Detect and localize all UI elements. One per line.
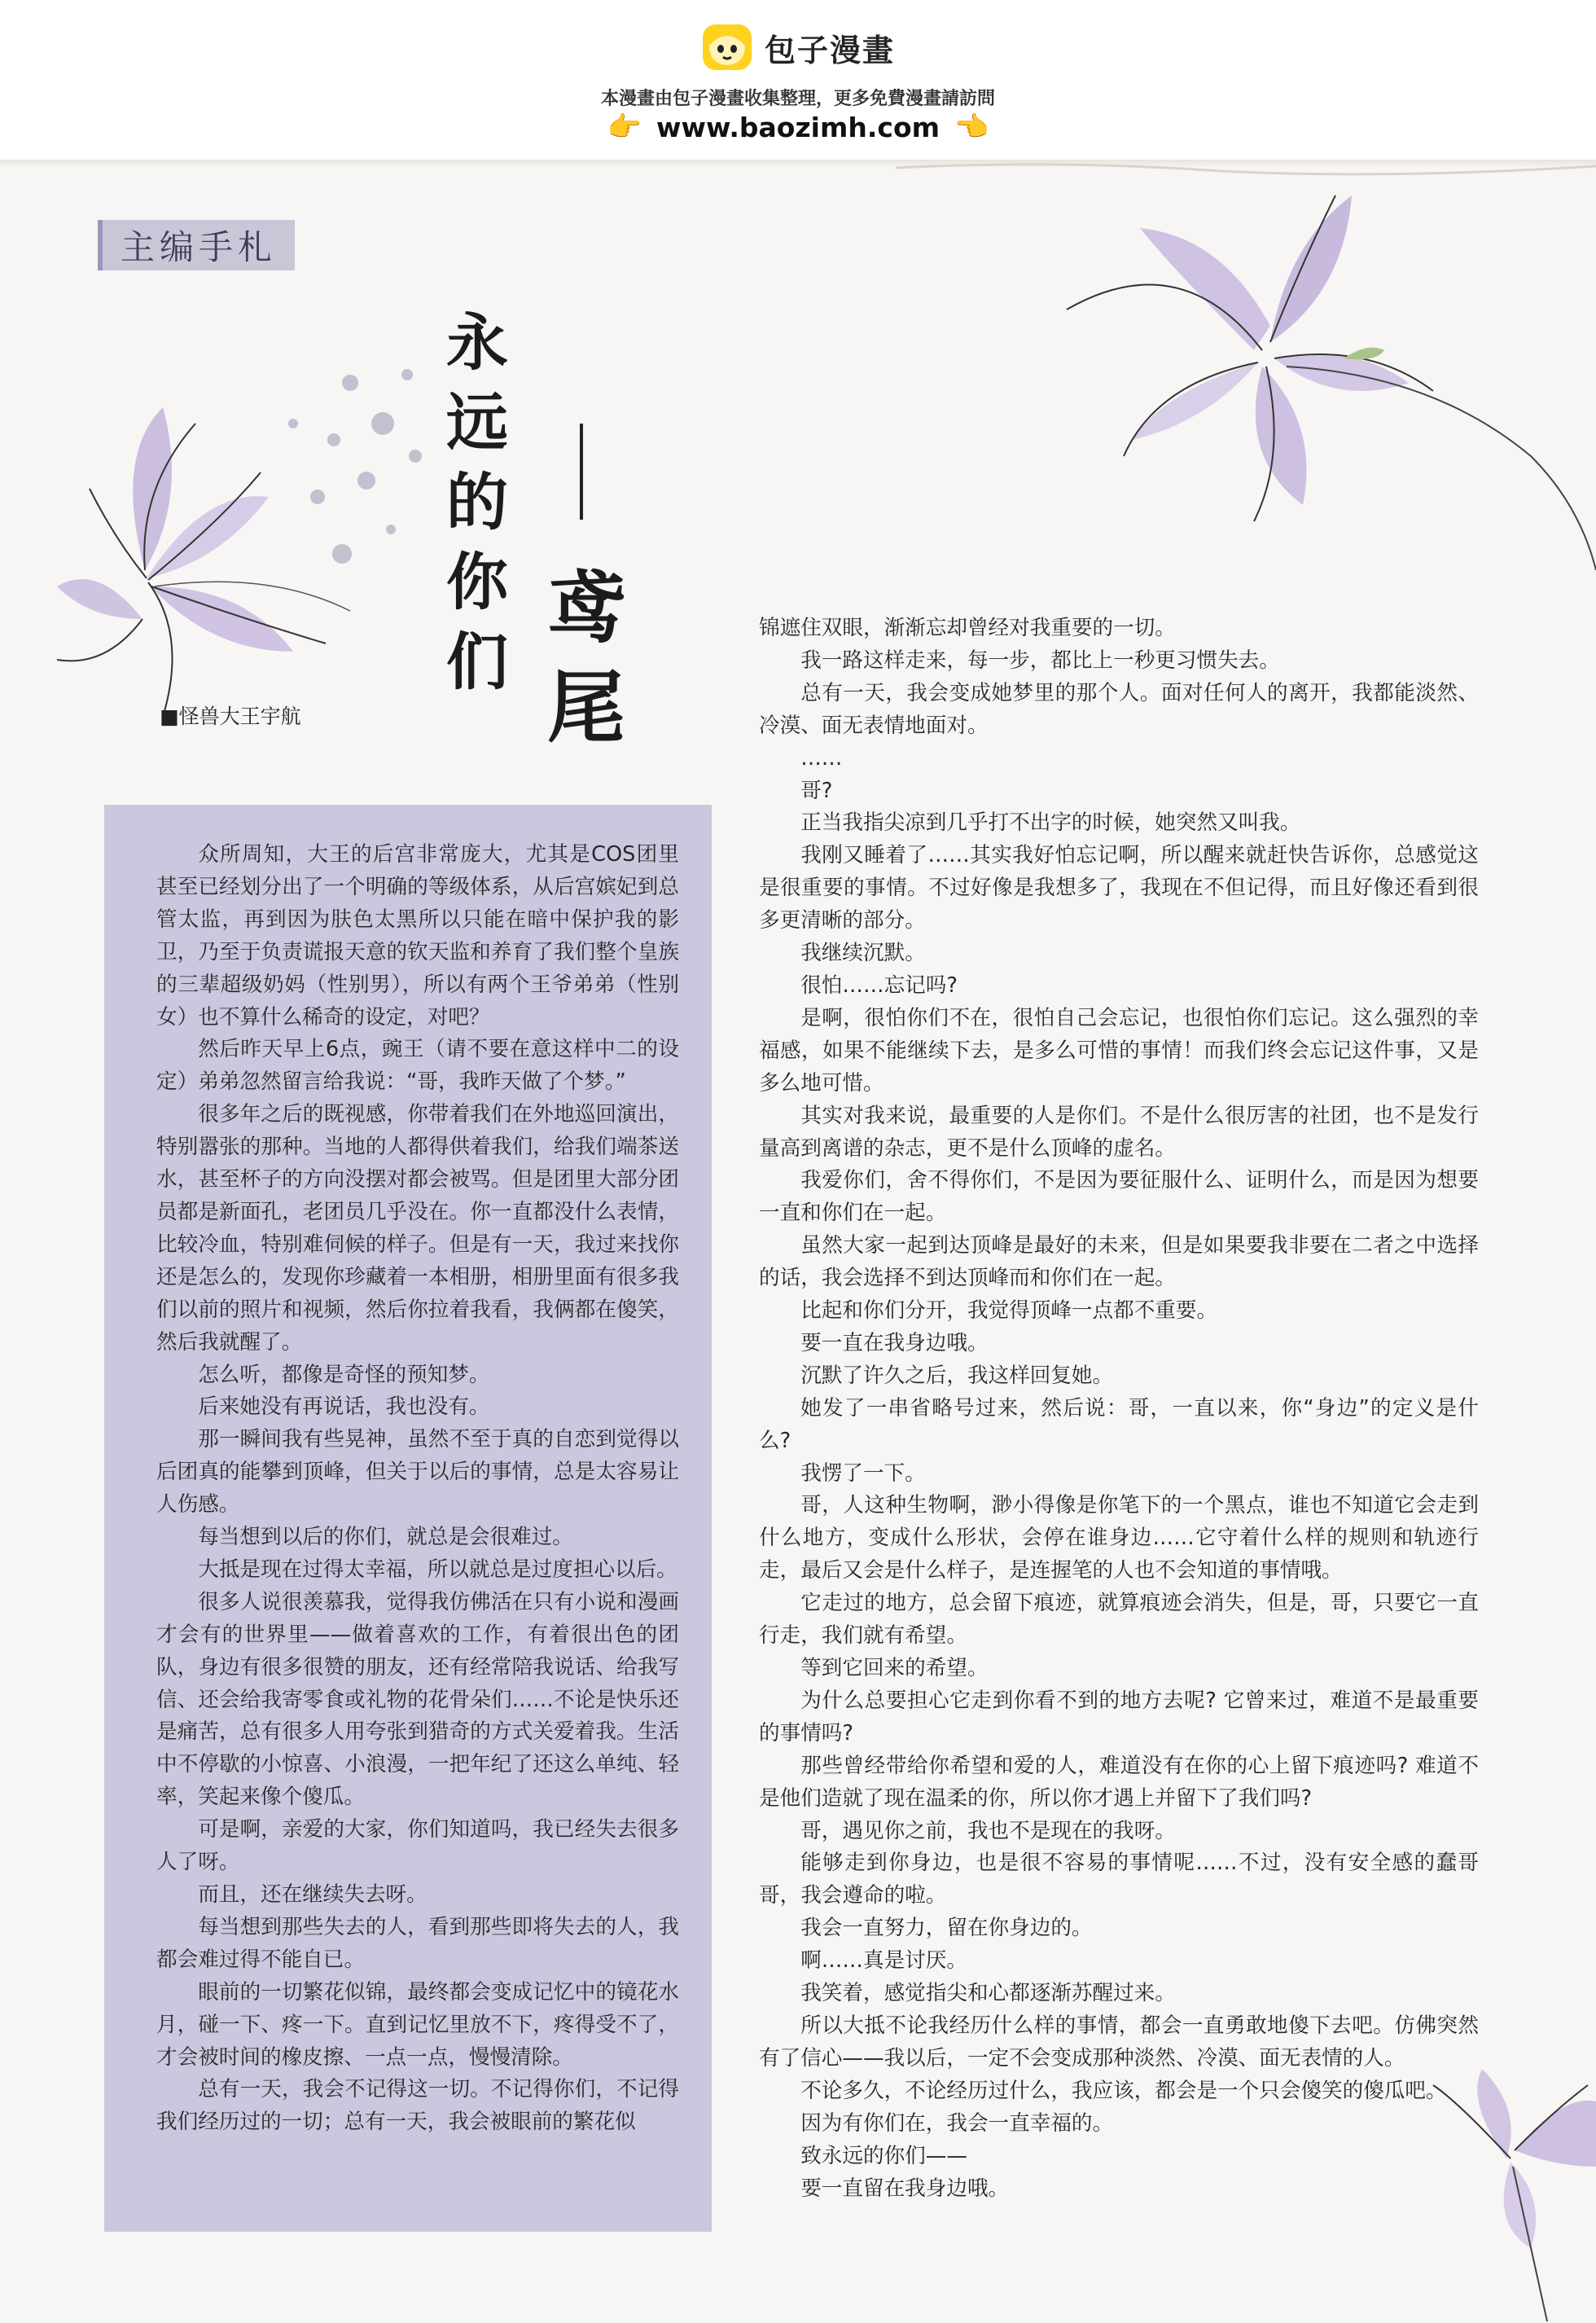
left-paragraph: 大抵是现在过得太幸福，所以就总是过度担心以后。	[198, 1557, 677, 1582]
right-paragraph: 我笑着，感觉指尖和心都逐渐苏醒过来。	[800, 1981, 1176, 2006]
left-column-text	[156, 839, 679, 2139]
right-paragraph: 为什么总要担心它走到你看不到的地方去呢? 它曾来过，难道不是最重要的事情吗?	[759, 1688, 1479, 1746]
right-paragraph: 能够走到你身边，也是很不容易的事情呢……不过，没有安全感的蠢哥哥，我会遵命的啦。	[759, 1851, 1479, 1908]
right-paragraph: 致永远的你们——	[800, 2143, 967, 2168]
right-paragraph: 要一直留在我身边哦。	[800, 2176, 1010, 2201]
article-author: ■怪兽大王宇航	[160, 705, 301, 728]
column-tag: 主编手札	[98, 220, 295, 270]
right-paragraph: 所以大抵不论我经历什么样的事情，都会一直勇敢地傻下去吧。仿佛突然有了信心——我以后，一定不会变成那种淡然、冷漠、面无表情的人。	[759, 2013, 1479, 2070]
right-paragraph: 是啊，很怕你们不在，很怕自己会忘记，也很怕你们忘记。这么强烈的幸福感，如果不能继续下去，是多么可惜的事情！而我们终会忘记这件事，又是多么地可惜。	[759, 1005, 1479, 1096]
left-paragraph: 后来她没有再说话，我也没有。	[198, 1394, 490, 1420]
right-paragraph: 不论多久，不论经历过什么，我应该，都会是一个只会傻笑的傻瓜吧。	[800, 2078, 1447, 2103]
right-paragraph: 我爱你们，舍不得你们，不是因为要征服什么、证明什么，而是因为想要一直和你们在一起。	[759, 1168, 1479, 1226]
site-banner	[0, 0, 1596, 161]
left-paragraph: 总有一天，我会不记得这一切。不记得你们，不记得我们经历过的一切；总有一天，我会被眼前的繁花似	[156, 2077, 679, 2135]
pointing-hand-right-icon: 👉	[607, 111, 642, 143]
right-paragraph: 哥，人这种生物啊，渺小得像是你笔下的一个黑点，谁也不知道它会走到什么地方，变成什么形状，会停在谁身边……它守着什么样的规则和轨迹行走，最后又会是什么样子，是连握笔的人也不会知道的事情哦。	[759, 1493, 1479, 1583]
left-paragraph: 很多年之后的既视感，你带着我们在外地巡回演出，特别嚣张的那种。当地的人都得供着我们，给我们端茶送水，甚至杯子的方向没摆对都会被骂。但是团里大部分团员都是新面孔，老团员几乎没在。你一直都没什么表情，比较冷血，特别难伺候的样子。但是有一天，我过来找你还是怎么的，发现你珍藏着一本相册，相册里面有很多我们以前的照片和视频，然后你拉着我看，我俩都在傻笑，然后我就醒了。	[156, 1102, 679, 1355]
right-paragraph: 要一直在我身边哦。	[800, 1330, 989, 1355]
right-paragraph: 我会一直努力，留在你身边的。	[800, 1916, 1093, 1941]
left-paragraph: 众所周知，大王的后宫非常庞大，尤其是COS团里甚至已经划分出了一个明确的等级体系，从后宫嫔妃到总管太监，再到因为肤色太黑所以只能在暗中保护我的影卫，乃至于负责谎报天意的钦天监和养育了我们整个皇族的三辈超级奶妈（性别男），所以有两个王爷弟弟（性别女）也不算什么稀奇的设定，对吧？	[156, 842, 679, 1030]
right-paragraph: 我继续沉默。	[800, 941, 926, 966]
right-paragraph: 锦遮住双眼，渐渐忘却曾经对我重要的一切。	[759, 616, 1176, 640]
right-paragraph: 我一路这样走来，每一步，都比上一秒更习惯失去。	[800, 648, 1280, 673]
paint-dots-icon	[288, 369, 422, 564]
right-paragraph: 它走过的地方，总会留下痕迹，就算痕迹会消失，但是，哥，只要它一直行走，我们就有希望。	[759, 1591, 1479, 1649]
right-paragraph: 其实对我来说，最重要的人是你们。不是什么很厉害的社团，也不是发行量高到离谱的杂志，更不是什么顶峰的虚名。	[759, 1103, 1479, 1161]
right-paragraph: 正当我指尖凉到几乎打不出字的时候，她突然又叫我。	[800, 810, 1301, 836]
bun-mascot-icon	[701, 21, 753, 73]
left-paragraph: 很多人说很羡慕我，觉得我仿佛活在只有小说和漫画才会有的世界里——做着喜欢的工作，有着很出色的团队，身边有很多很赞的朋友，还有经常陪我说话、给我写信、还会给我寄零食或礼物的花骨朵们……不论是快乐还是痛苦，总有很多人用夸张到猎奇的方式关爱着我。生活中不停歇的小惊喜、小浪漫，一把年纪了还这么单纯、轻率，笑起来像个傻瓜。	[156, 1589, 679, 1810]
banner-divider	[0, 160, 1596, 168]
right-paragraph: 她发了一串省略号过来，然后说：哥，一直以来，你“身边”的定义是什么?	[759, 1395, 1479, 1453]
right-paragraph: 总有一天，我会变成她梦里的那个人。面对任何人的离开，我都能淡然、冷漠、面无表情地面对。	[759, 680, 1479, 738]
article-subtitle: 鸢尾	[547, 562, 625, 753]
right-paragraph: 虽然大家一起到达顶峰是最好的未来，但是如果要我非要在二者之中选择的话，我会选择不到达顶峰而和你们在一起。	[759, 1233, 1479, 1291]
right-paragraph: 哥?	[800, 778, 833, 803]
title-divider	[580, 424, 583, 520]
left-iris-flower-icon	[57, 407, 350, 717]
banner-note: 本漫畫由包子漫畫收集整理，更多免費漫畫請訪問	[600, 89, 995, 109]
right-paragraph: 我愣了一下。	[800, 1460, 926, 1486]
right-paragraph: ……	[800, 745, 843, 771]
right-paragraph: 等到它回来的希望。	[800, 1656, 989, 1680]
left-paragraph: 怎么听，都像是奇怪的预知梦。	[198, 1362, 490, 1387]
site-name: 包子漫畫	[764, 32, 895, 68]
right-paragraph: 因为有你们在，我会一直幸福的。	[800, 2110, 1114, 2136]
left-paragraph: 每当想到以后的你们，就总是会很难过。	[198, 1525, 573, 1550]
right-paragraph: 很怕……忘记吗?	[800, 973, 958, 998]
right-paragraph: 哥，遇见你之前，我也不是现在的我呀。	[800, 1818, 1176, 1843]
right-column-text	[759, 613, 1479, 2205]
article-title: 永远的你们	[446, 306, 508, 698]
right-iris-flower-icon	[1067, 195, 1596, 570]
left-paragraph: 那一瞬间我有些晃神，虽然不至于真的自恋到觉得以后团真的能攀到顶峰，但关于以后的事情，总是太容易让人伤感。	[156, 1427, 679, 1517]
right-paragraph: 沉默了许久之后，我这样回复她。	[800, 1363, 1114, 1388]
site-url-row[interactable]	[0, 111, 1596, 143]
pointing-hand-left-icon: 👈	[954, 111, 989, 143]
left-paragraph: 然后昨天早上6点，豌王（请不要在意这样中二的设定）弟弟忽然留言给我说：“哥，我昨天做了个梦。”	[156, 1037, 679, 1095]
site-logo[interactable]	[0, 21, 1596, 73]
right-paragraph: 啊……真是讨厌。	[800, 1948, 967, 1974]
left-paragraph: 而且，还在继续失去呀。	[198, 1882, 428, 1907]
site-url[interactable]: www.baozimh.com	[656, 111, 940, 143]
left-paragraph: 每当想到那些失去的人，看到那些即将失去的人，我都会难过得不能自已。	[156, 1914, 679, 1972]
right-paragraph: 那些曾经带给你希望和爱的人，难道没有在你的心上留下痕迹吗? 难道不是他们造就了现在温柔的你，所以你才遇上并留下了我们吗?	[759, 1753, 1479, 1811]
left-paragraph: 眼前的一切繁花似锦，最终都会变成记忆中的镜花水月，碰一下、疼一下。直到记忆里放不下，疼得受不了，才会被时间的橡皮擦、一点一点，慢慢清除。	[156, 1979, 679, 2070]
right-paragraph: 比起和你们分开，我觉得顶峰一点都不重要。	[800, 1298, 1218, 1324]
left-paragraph: 可是啊，亲爱的大家，你们知道吗，我已经失去很多人了呀。	[156, 1817, 679, 1875]
right-paragraph: 我刚又睡着了……其实我好怕忘记啊，所以醒来就赶快告诉你，总感觉这是很重要的事情。不过好像是我想多了，我现在不但记得，而且好像还看到很多更清晰的部分。	[759, 843, 1479, 933]
